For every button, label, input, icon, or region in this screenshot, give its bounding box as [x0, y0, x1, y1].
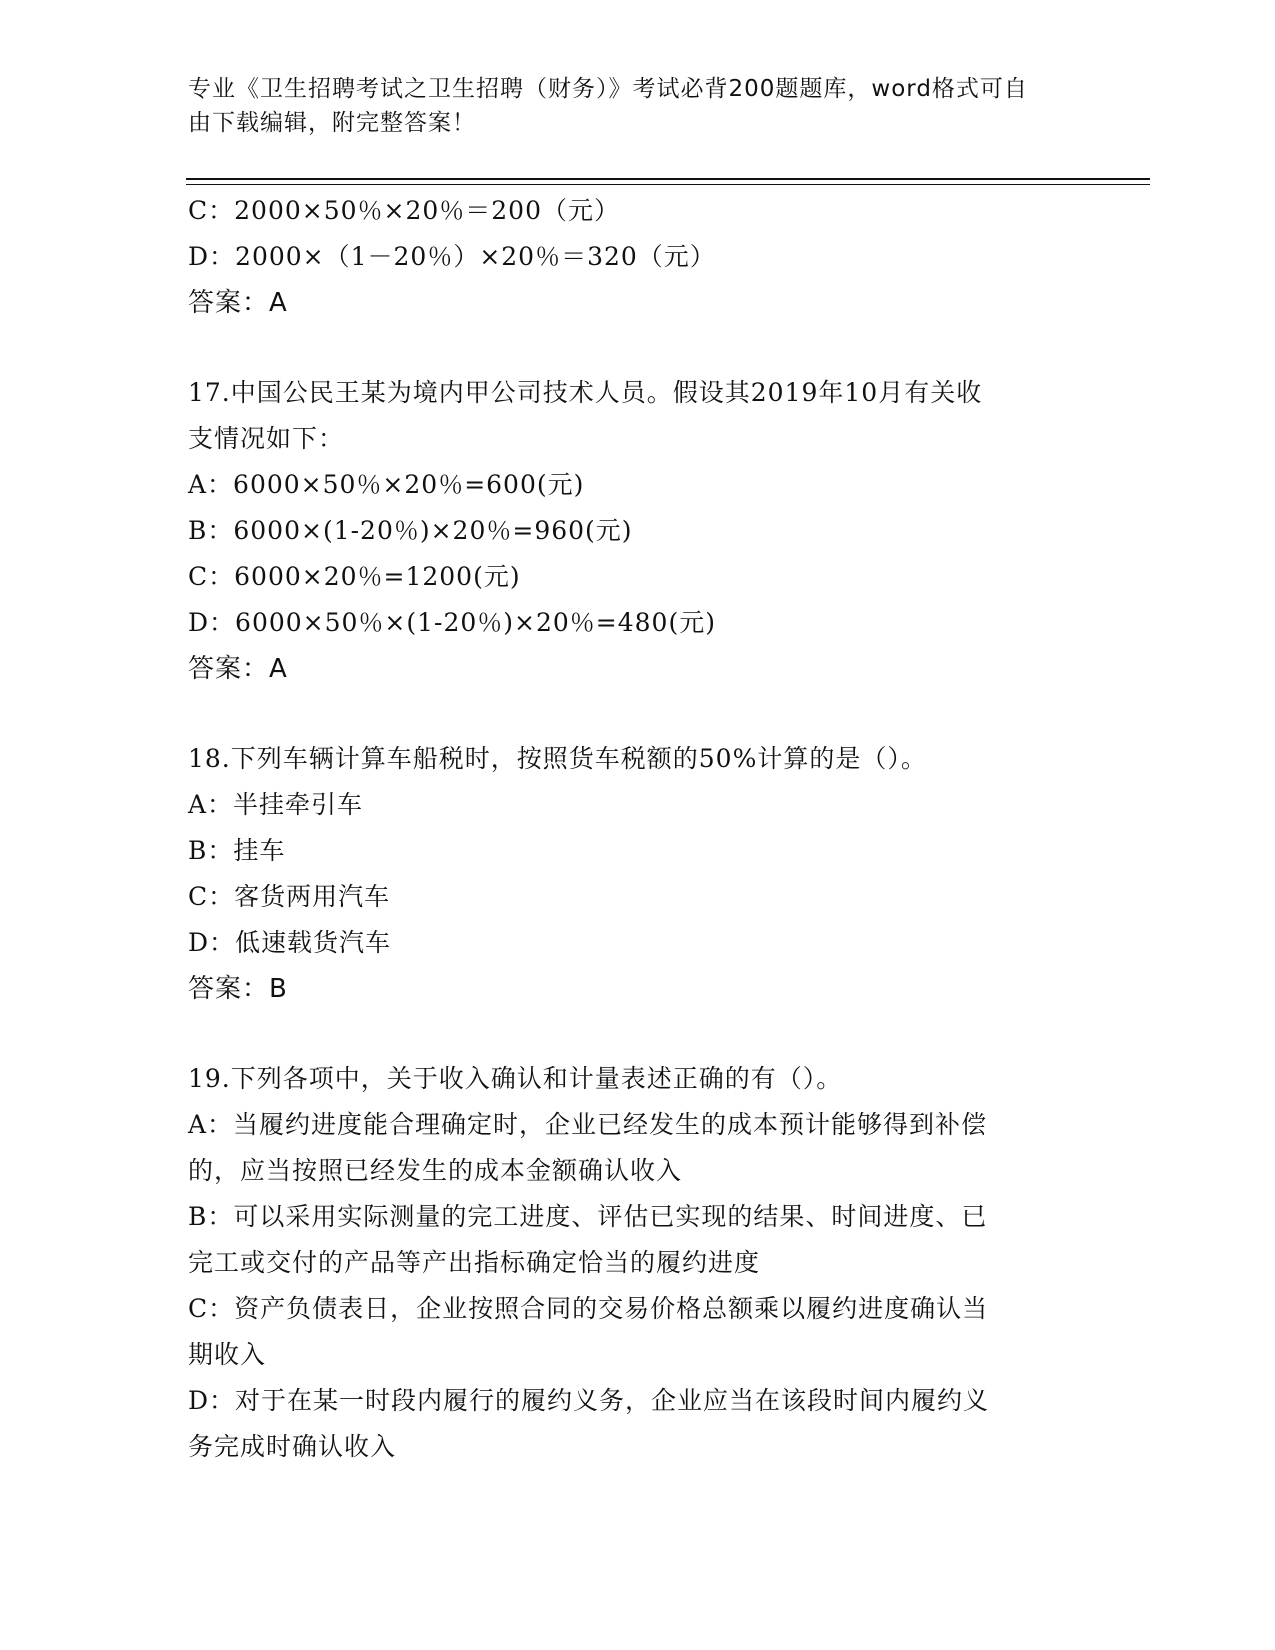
option-c: C：客货两用汽车	[188, 882, 391, 911]
header-divider-thick	[186, 178, 1150, 180]
option-b: B：6000×(1-20％)×20％=960(元)	[188, 516, 633, 545]
answer-line: 答案：A	[188, 288, 288, 318]
question-stem: 19.下列各项中，关于收入确认和计量表述正确的有（）。	[188, 1064, 843, 1093]
option-b: B：可以采用实际测量的完工进度、评估已实现的结果、时间进度、已	[188, 1202, 988, 1231]
option-d: D：6000×50％×(1-20％)×20％=480(元)	[188, 608, 716, 637]
option-d-continued: 务完成时确认收入	[188, 1432, 397, 1461]
question-spacer	[188, 1012, 1088, 1056]
option-a: A：当履约进度能合理确定时，企业已经发生的成本预计能够得到补偿	[188, 1110, 988, 1139]
question-stem: 17.中国公民王某为境内甲公司技术人员。假设其2019年10月有关收	[188, 378, 983, 407]
answer-line: 答案：B	[188, 974, 288, 1004]
question-spacer	[188, 692, 1088, 736]
option-b-continued: 完工或交付的产品等产出指标确定恰当的履约进度	[188, 1248, 761, 1277]
option-c-continued: 期收入	[188, 1340, 267, 1369]
header-divider-thin	[186, 184, 1150, 185]
option-a: A：半挂牵引车	[188, 790, 364, 819]
option-c: C：2000×50％×20％＝200（元）	[188, 196, 620, 225]
question-spacer	[188, 326, 1088, 370]
question-16	[188, 188, 1088, 326]
header-line-1: 专业《卫生招聘考试之卫生招聘（财务）》考试必背200题题库，word格式可自	[188, 76, 1028, 102]
option-d: D：2000×（1－20％）×20％＝320（元）	[188, 242, 716, 271]
option-a-continued: 的，应当按照已经发生的成本金额确认收入	[188, 1156, 683, 1185]
question-19	[188, 1056, 1088, 1470]
answer-line: 答案：A	[188, 654, 288, 684]
header-line-2: 由下载编辑，附完整答案！	[188, 110, 476, 136]
option-d: D：低速载货汽车	[188, 928, 392, 957]
question-17	[188, 370, 1088, 692]
option-a: A：6000×50％×20％=600(元)	[188, 470, 585, 499]
question-18	[188, 736, 1088, 1012]
option-d: D：对于在某一时段内履行的履约义务，企业应当在该段时间内履约义	[188, 1386, 990, 1415]
question-stem-continued: 支情况如下：	[188, 424, 345, 453]
option-c: C：6000×20％=1200(元)	[188, 562, 521, 591]
question-list	[188, 188, 1088, 1470]
document-header	[188, 72, 1068, 140]
option-b: B：挂车	[188, 836, 286, 865]
option-c: C：资产负债表日，企业按照合同的交易价格总额乘以履约进度确认当	[188, 1294, 989, 1323]
question-stem: 18.下列车辆计算车船税时，按照货车税额的50%计算的是（）。	[188, 744, 927, 773]
